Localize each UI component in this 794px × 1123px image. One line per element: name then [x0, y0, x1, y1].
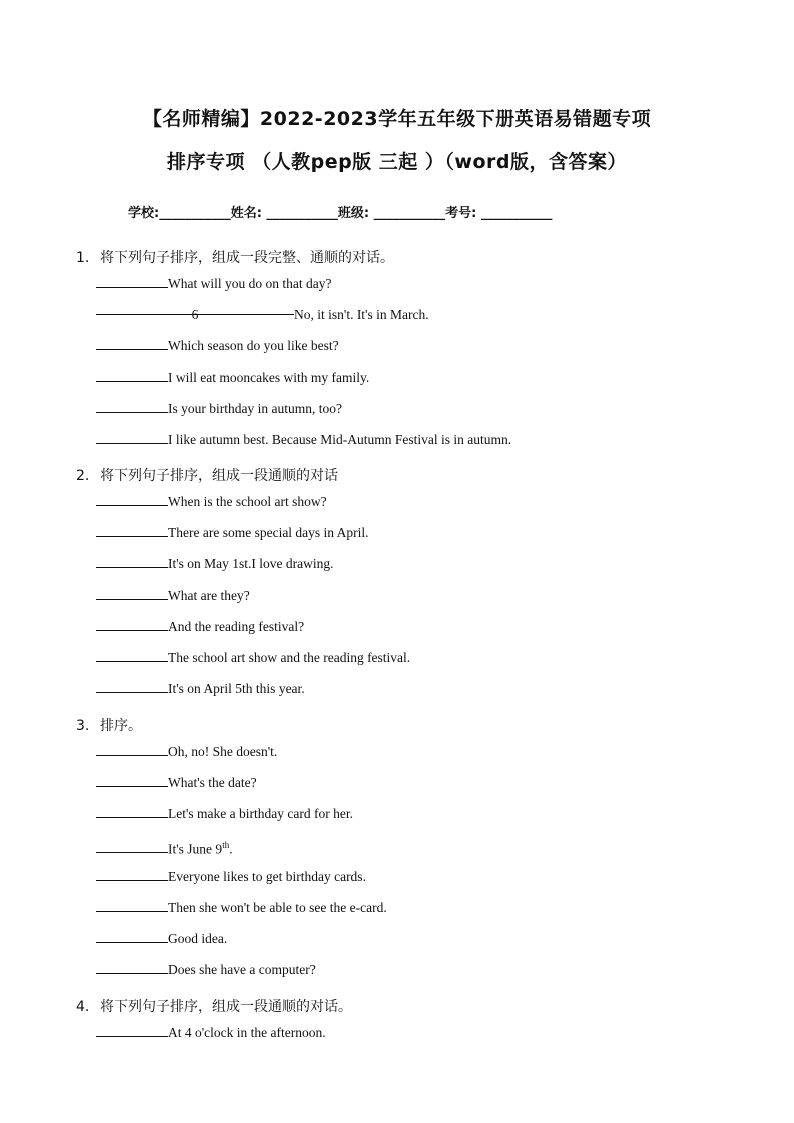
question-4	[76, 997, 352, 1048]
sentence-text: What are they?	[168, 587, 250, 603]
answer-blank[interactable]	[96, 677, 168, 693]
answer-blank[interactable]	[96, 646, 168, 662]
dialogue-line	[96, 736, 387, 767]
sentence-text: When is the school art show?	[168, 494, 327, 509]
ordinal-suffix: th	[222, 839, 230, 850]
answer-blank[interactable]	[96, 896, 168, 912]
question-instruction: 排序。	[100, 718, 142, 734]
sentence-text: Everyone likes to get birthday cards.	[168, 868, 366, 884]
dialogue-line	[96, 330, 511, 361]
dialogue-line	[96, 673, 410, 704]
answer-blank[interactable]	[96, 272, 168, 288]
answer-blank[interactable]	[96, 802, 168, 818]
dialogue-line	[96, 923, 387, 954]
answer-blank[interactable]	[96, 615, 168, 631]
question-number: 2.	[76, 468, 90, 484]
answer-blank[interactable]	[96, 1021, 168, 1037]
question-1	[76, 248, 511, 455]
dialogue-line	[96, 393, 511, 424]
sentence-text: At 4 o'clock in the afternoon.	[168, 1025, 326, 1040]
answer-blank[interactable]	[96, 552, 168, 568]
sentence-text: No, it isn't. It's in March.	[294, 307, 429, 323]
dialogue-line	[96, 486, 410, 517]
sentence-text: Good idea.	[168, 931, 228, 947]
question-number: 4.	[76, 999, 90, 1015]
sentence-text: It's on April 5th this year.	[168, 681, 305, 697]
question-instruction: 将下列句子排序，组成一段通顺的对话	[100, 468, 338, 484]
dialogue-line	[96, 1017, 352, 1048]
dialogue-line	[96, 954, 387, 985]
dialogue-line	[96, 268, 511, 299]
answer-blank[interactable]	[96, 397, 168, 413]
sentence-text: Does she have a computer?	[168, 962, 316, 978]
sentence-text: Which season do you like best?	[168, 338, 339, 354]
sentence-text: What will you do on that day?	[168, 276, 332, 291]
answer-blank[interactable]	[96, 958, 168, 974]
dialogue-line	[96, 299, 511, 330]
answer-blank[interactable]	[96, 865, 168, 881]
dialogue-line	[96, 580, 410, 611]
page-subtitle: 排序专项 （人教pep版 三起 ）（word版，含答案）	[166, 151, 627, 173]
answer-blank[interactable]	[96, 521, 168, 537]
answer-blank[interactable]	[96, 428, 168, 444]
answer-blank[interactable]	[96, 927, 168, 943]
dialogue-line	[96, 892, 387, 923]
page-title: 【名师精编】2022-2023学年五年级下册英语易错题专项	[142, 108, 652, 130]
dialogue-line	[96, 517, 410, 548]
answer-blank[interactable]	[96, 584, 168, 600]
student-info-line: 学校:___________姓名: ___________班级: ___________考号: ___________	[128, 206, 553, 221]
dialogue-line	[96, 424, 511, 455]
question-number: 1.	[76, 250, 90, 266]
question-2	[76, 466, 410, 704]
sentence-text: It's June 9	[168, 841, 223, 857]
sentence-text: What's the date?	[168, 775, 257, 791]
dialogue-line	[96, 362, 511, 393]
dialogue-line	[96, 830, 387, 861]
dialogue-line	[96, 798, 387, 829]
dialogue-line	[96, 767, 387, 798]
sentence-text: It's on May 1st.I love drawing.	[168, 556, 334, 572]
answer-blank[interactable]	[96, 334, 168, 350]
sentence-text: Oh, no! She doesn't.	[168, 744, 278, 759]
sentence-text: And the reading festival?	[168, 618, 305, 634]
sentence-text: There are some special days in April.	[168, 525, 369, 541]
sentence-end: .	[229, 841, 233, 857]
dialogue-line	[96, 642, 410, 673]
sentence-text: Is your birthday in autumn, too?	[168, 400, 342, 416]
question-3	[76, 716, 387, 986]
answer-blank[interactable]	[96, 740, 168, 756]
answer-blank[interactable]	[96, 837, 168, 853]
answer-blank[interactable]: 6	[96, 299, 294, 315]
question-number: 3.	[76, 718, 90, 734]
dialogue-line	[96, 548, 410, 579]
sentence-text: Let's make a birthday card for her.	[168, 806, 353, 822]
sentence-text: I will eat mooncakes with my family.	[168, 369, 370, 385]
sentence-text: I like autumn best. Because Mid-Autumn Festival is in autumn.	[168, 431, 512, 447]
question-instruction: 将下列句子排序，组成一段完整、通顺的对话。	[100, 250, 394, 266]
sentence-text: Then she won't be able to see the e-card.	[168, 899, 387, 915]
sentence-text: The school art show and the reading festival.	[168, 649, 411, 665]
answer-blank[interactable]	[96, 366, 168, 382]
dialogue-line	[96, 861, 387, 892]
question-instruction: 将下列句子排序，组成一段通顺的对话。	[100, 999, 352, 1015]
answer-blank[interactable]	[96, 771, 168, 787]
dialogue-line	[96, 611, 410, 642]
answer-blank[interactable]	[96, 490, 168, 506]
